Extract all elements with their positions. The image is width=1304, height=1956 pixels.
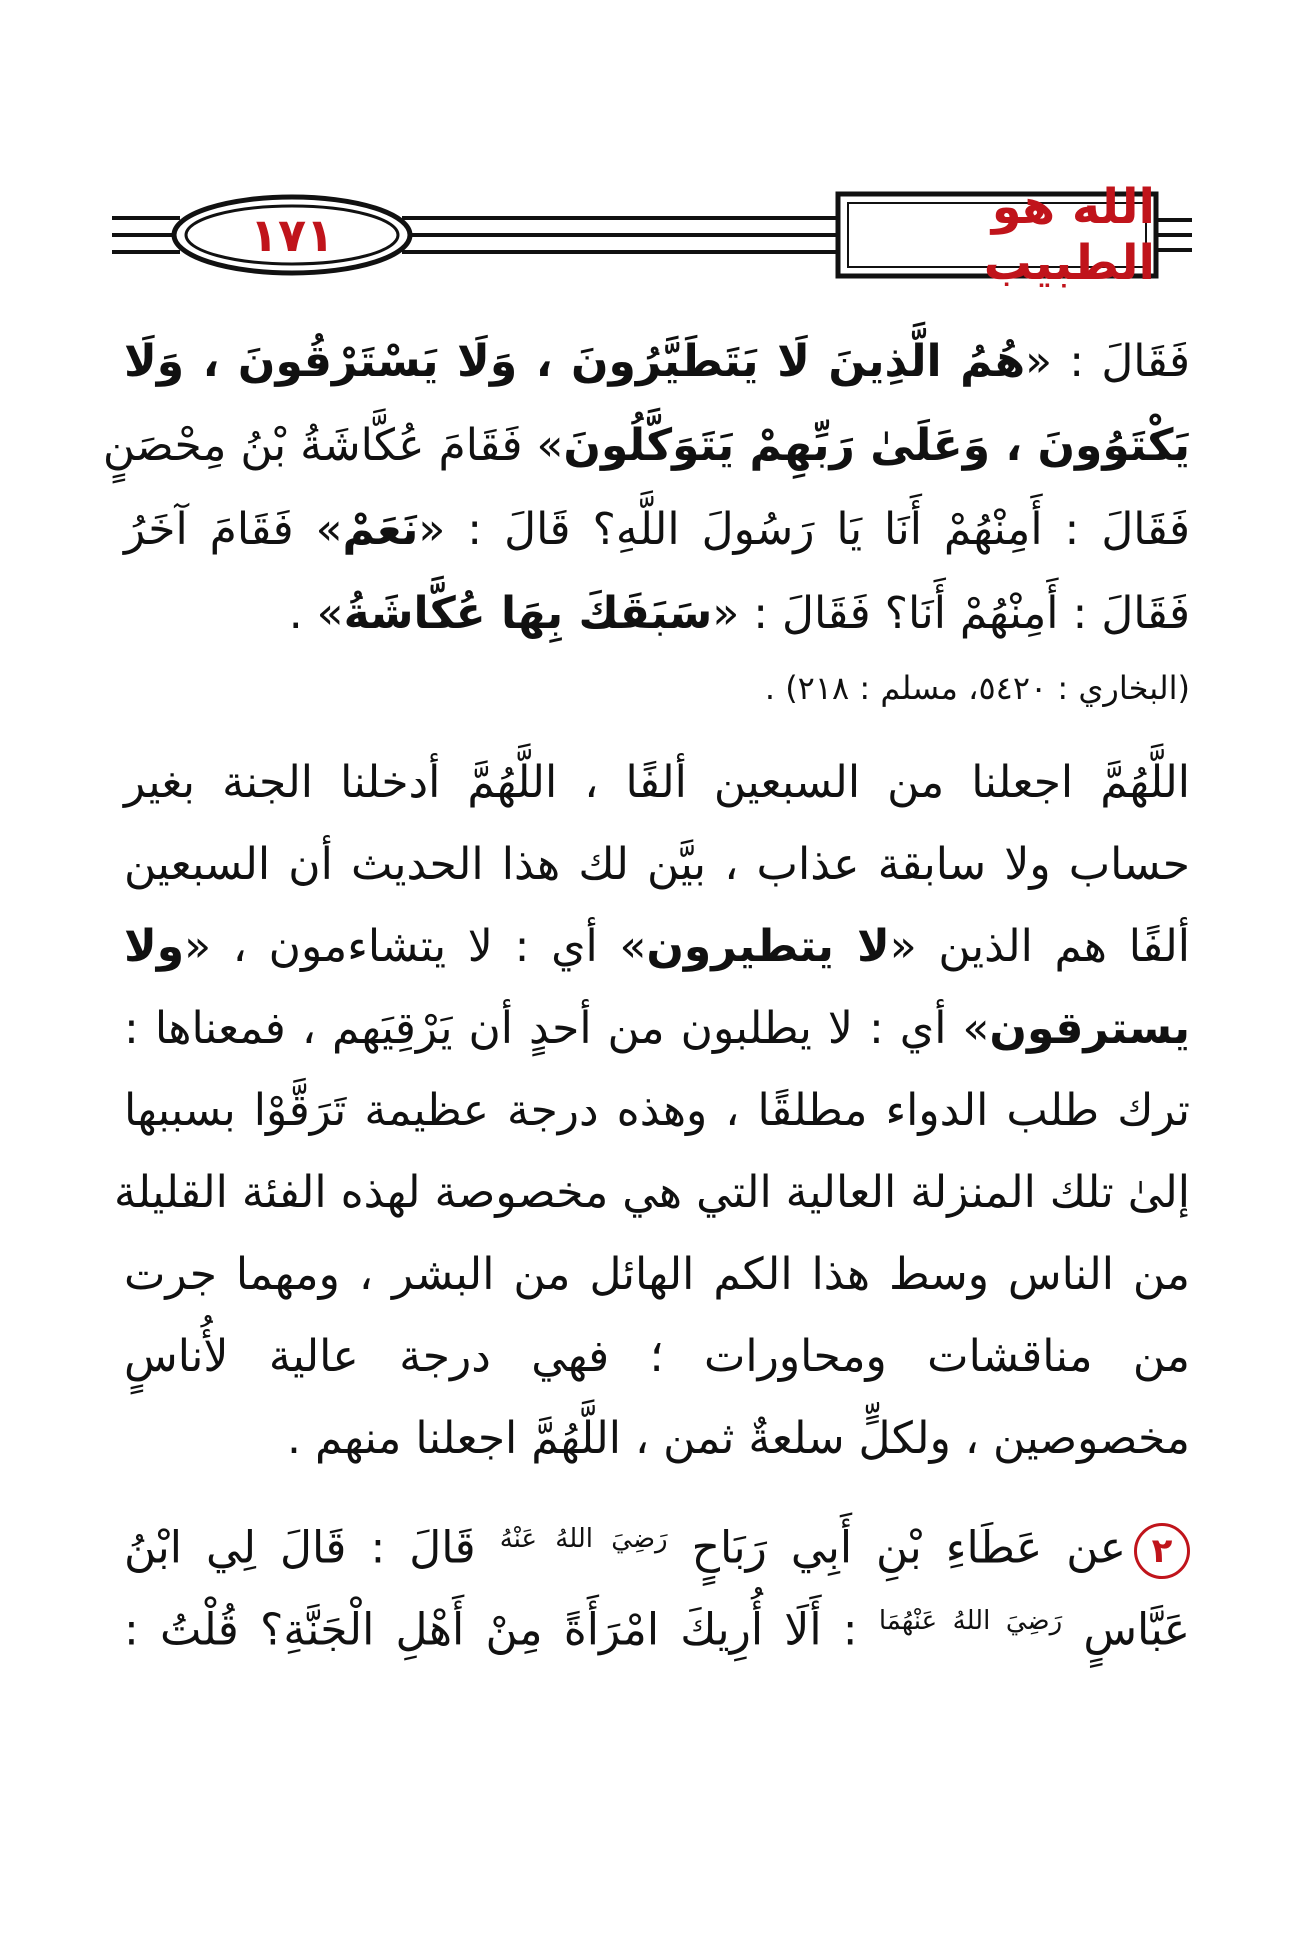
paragraph-line <box>124 1580 1190 1662</box>
paragraph-line: اللَّهُمَّ اجعلنا من السبعين ألفًا ، اللَّهُمَّ أدخلنا الجنة بغير <box>124 757 1190 808</box>
hadith-line <box>124 488 1190 572</box>
hadith-text: فَقَالَ : « <box>1025 336 1190 387</box>
hadith-text: » . <box>288 588 344 639</box>
hadith-text: » فَقَامَ عُكَّاشَةُ بْنُ مِحْصَنٍ <box>102 420 564 471</box>
emphasis-text: يسترقون <box>989 1003 1190 1054</box>
page-header <box>110 179 1194 291</box>
hadith-text: فَقَالَ : أَمِنْهُمْ أَنَا يَا رَسُولَ اللَّهِ؟ قَالَ : « <box>418 504 1190 555</box>
paragraph-line <box>124 906 1190 988</box>
hadith-quote: سَبَقَكَ بِهَا عُكَّاشَةُ <box>343 588 713 639</box>
paragraph-line: من الناس وسط هذا الكم الهائل من البشر ، ومهما جرت <box>124 1249 1190 1300</box>
paragraph-gap <box>124 1480 1190 1498</box>
hadith-quote: نَعَمْ <box>342 504 419 555</box>
emphasis-text: ولا <box>124 921 185 972</box>
hadith-quote: هُمُ الَّذِينَ لَا يَتَطَيَّرُونَ ، وَلَا يَسْتَرْقُونَ ، وَلَا <box>124 336 1026 387</box>
paragraph-text: » أي : لا يتشاءمون ، « <box>184 921 647 972</box>
paragraph-line <box>124 1498 1190 1580</box>
emphasis-text: لا يتطيرون <box>646 921 890 972</box>
item-number-badge: ٢ <box>1134 1523 1190 1579</box>
paragraph-line <box>124 988 1190 1070</box>
hadith-block <box>102 320 1190 720</box>
paragraph-line: ترك طلب الدواء مطلقًا ، وهذه درجة عظيمة تَرَقَّوْا بسببها <box>124 1085 1190 1136</box>
paragraph-line: إلىٰ تلك المنزلة العالية التي هي مخصوصة لهذه الفئة القليلة <box>114 1167 1190 1218</box>
page-number: ١٧١ <box>249 208 335 262</box>
hadith-quote: يَكْتَوُونَ ، وَعَلَىٰ رَبِّهِمْ يَتَوَكَّلُونَ <box>563 420 1190 471</box>
hadith-text: فَقَالَ : أَمِنْهُمْ أَنَا؟ فَقَالَ : « <box>712 588 1190 639</box>
paragraph-line: من مناقشات ومحاورات ؛ فهي درجة عالية لأُناسٍ <box>124 1331 1190 1382</box>
running-title: الله هو الطبيب <box>983 179 1155 291</box>
paragraph-line: حساب ولا سابقة عذاب ، بيَّن لك هذا الحديث أن السبعين <box>124 839 1190 890</box>
paragraph-text: عن عَطَاءِ بْنِ أَبِي رَبَاحٍ <box>691 1522 1126 1574</box>
paragraph-text: » أي : لا يطلبون من أحدٍ أن يَرْقِيَهم ، فمعناها : <box>124 1003 990 1054</box>
commentary-paragraph <box>114 742 1190 1480</box>
honorific-mark: رَضِيَ اللهُ عَنْهُ <box>499 1524 668 1554</box>
hadith-line <box>124 572 1190 656</box>
page-body <box>102 320 1190 1662</box>
hadith-text: » فَقَامَ آخَرُ <box>124 504 343 555</box>
paragraph-text: : أَلَا أُرِيكَ امْرَأَةً مِنْ أَهْلِ الْجَنَّةِ؟ قُلْتُ : <box>124 1604 858 1656</box>
source-reference: (البخاري : ٥٤٢٠، مسلم : ٢١٨) . <box>764 669 1190 707</box>
hadith-line <box>102 404 1190 488</box>
paragraph-text: ألفًا هم الذين « <box>889 921 1190 972</box>
honorific-mark: رَضِيَ اللهُ عَنْهُمَا <box>878 1606 1063 1636</box>
paragraph-text: قَالَ : قَالَ لِي ابْنُ <box>124 1522 476 1574</box>
numbered-item <box>124 1498 1190 1662</box>
paragraph-text: عَبَّاسٍ <box>1083 1604 1190 1656</box>
paragraph-line: مخصوصين ، ولكلٍّ سلعةٌ ثمن ، اللَّهُمَّ اجعلنا منهم . <box>286 1413 1190 1464</box>
hadith-line <box>124 320 1190 404</box>
